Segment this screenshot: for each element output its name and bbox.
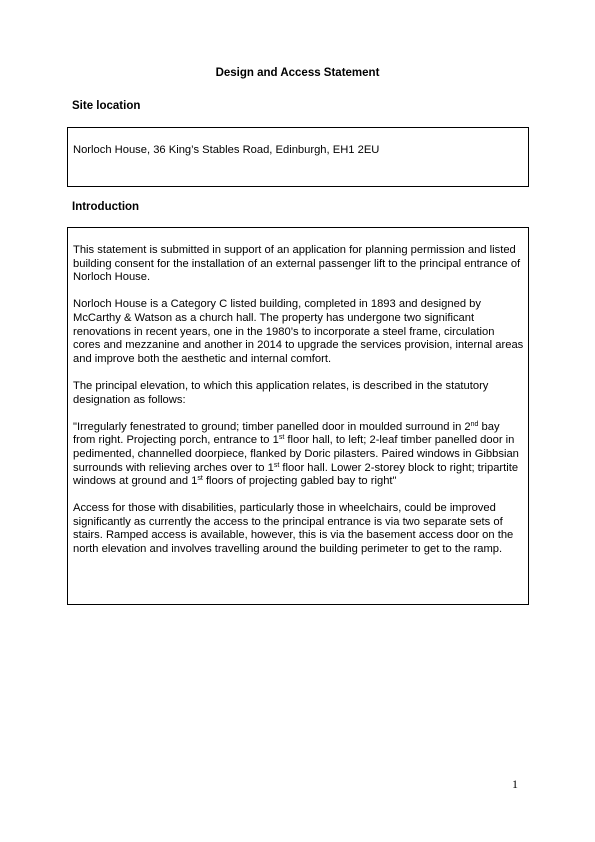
introduction-heading: Introduction	[72, 201, 140, 213]
quote-sup-2: st	[278, 434, 285, 442]
document-title: Design and Access Statement	[215, 67, 380, 79]
page-number: 1	[512, 777, 518, 791]
intro-paragraph-3: The principal elevation, to which this application relates, is described in the statutory designation as follows:	[73, 379, 489, 406]
site-address: Norloch House, 36 King’s Stables Road, Edinburgh, EH1 2EU	[73, 144, 380, 156]
intro-paragraph-5: Access for those with disabilities, particularly those in wheelchairs, could be improved significantly as currently the access to the principal entrance is via two separate sets of stairs. Ramped access is available, however, this is via the basement access door on the north elevation and involves travelling around the building perimeter to get to the ramp.	[73, 502, 514, 556]
quote-text-3: floor hall, to left; 2-leaf timber panelled door in pedimented, channelled doorpiece, flanked by Doric pilasters. Paired windows in Gibbsian surrounds with relieving arches over to 1	[73, 434, 519, 474]
quote-sup-4: st	[197, 475, 203, 483]
site-location-heading: Site location	[72, 100, 141, 112]
intro-paragraph-1: This statement is submitted in support of an application for planning permission and listed building consent for the installation of an external passenger lift to the principal entrance of Norloch House.	[73, 244, 521, 284]
quote-sup-3: st	[273, 461, 280, 469]
quote-text-5: floors of projecting gabled bay to right"	[202, 475, 397, 488]
site-location-box	[67, 127, 529, 187]
quote-text-4: floor hall. Lower 2-storey block to right; tripartite windows at ground and 1	[73, 461, 519, 488]
introduction-box	[67, 227, 529, 605]
designation-quote	[68, 421, 528, 489]
quote-text-1: "Irregularly fenestrated to ground; timber panelled door in moulded surround in 2	[73, 420, 471, 433]
intro-paragraph-2: Norloch House is a Category C listed building, completed in 1893 and designed by McCarthy & Watson as a church hall. The property has undergone two significant renovations in recent years, one in the 1980’s to incorporate a steel frame, circulation cores and mezzanine and another in 2014 to upgrade the services provision, internal areas and improve both the aesthetic and internal comfort.	[73, 298, 524, 365]
quote-sup-1: nd	[470, 420, 479, 428]
quote-text-2: bay from right. Projecting porch, entrance to 1	[73, 420, 500, 447]
